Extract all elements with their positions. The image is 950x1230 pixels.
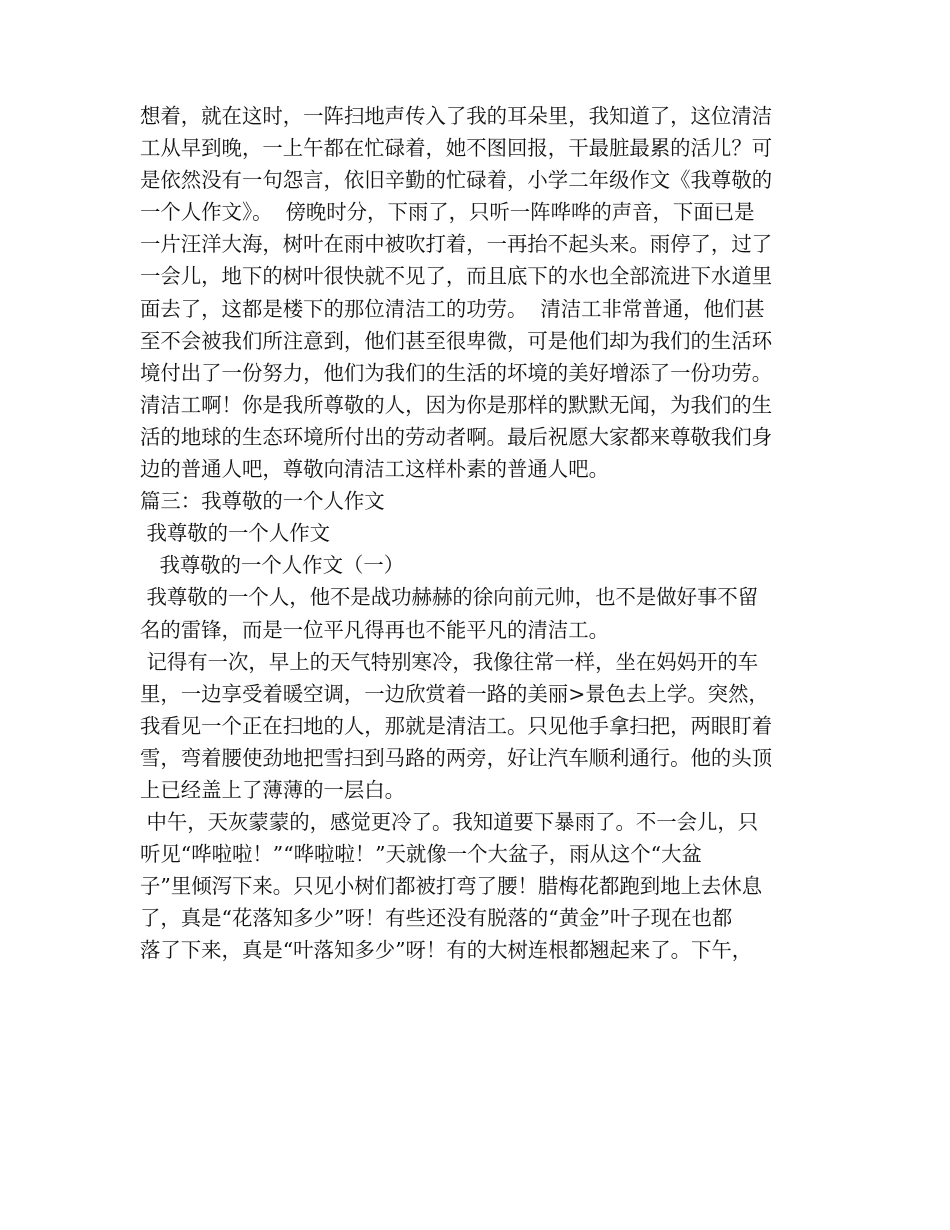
- text-line: 听见“哗啦啦！”“哗啦啦！”天就像一个大盆子，雨从这个“大盆: [140, 842, 702, 867]
- text-line: 一会儿，地下的树叶很快就不见了，而且底下的水也全部流进下水道里: [140, 264, 773, 289]
- text-line: 落了下来，真是“叶落知多少”呀！有的大树连根都翘起来了。下午，: [140, 938, 753, 963]
- article-title: 我尊敬的一个人作文: [140, 521, 330, 546]
- text-line: 雪，弯着腰使劲地把雪扫到马路的两旁，好让汽车顺利通行。他的头顶: [140, 745, 773, 770]
- text-line: 子”里倾泻下来。只见小树们都被打弯了腰！腊梅花都跑到地上去休息: [140, 874, 763, 899]
- article-subtitle: 我尊敬的一个人作文（一）: [140, 553, 405, 578]
- text-line: 了，真是“花落知多少”呀！有些还没有脱落的“黄金”叶子现在也都: [140, 906, 733, 931]
- text-line: 清洁工啊！你是我所尊敬的人，因为你是那样的默默无闻，为我们的生: [140, 392, 773, 417]
- text-line: 是依然没有一句怨言，依旧辛勤的忙碌着，小学二年级作文《我尊敬的: [140, 168, 773, 193]
- text-line: 我看见一个正在扫地的人，那就是清洁工。只见他手拿扫把，两眼盯着: [140, 713, 773, 738]
- text-line: 想着，就在这时，一阵扫地声传入了我的耳朵里，我知道了，这位清洁: [140, 104, 773, 128]
- text-line: 一个人作文》。 傍晚时分，下雨了，只听一阵哗哗的声音，下面已是: [140, 200, 755, 225]
- text-line: 名的雷锋，而是一位平凡得再也不能平凡的清洁工。: [140, 617, 609, 642]
- text-line: 至不会被我们所注意到，他们甚至很卑微，可是他们却为我们的生活环: [140, 328, 773, 353]
- text-line: 里，一边享受着暖空调，一边欣赏着一路的美丽>景色去上学。突然，: [140, 681, 769, 706]
- text-line: 边的普通人吧，尊敬向清洁工这样朴素的普通人吧。: [140, 457, 609, 482]
- text-line: 一片汪洋大海，树叶在雨中被吹打着，一再抬不起头来。雨停了，过了: [140, 232, 773, 257]
- text-line: 中午，天灰蒙蒙的，感觉更冷了。我知道要下暴雨了。不一会儿，只: [140, 810, 759, 835]
- text-line: 记得有一次，早上的天气特别寒冷，我像往常一样，坐在妈妈开的车: [140, 649, 759, 674]
- text-line: 面去了，这都是楼下的那位清洁工的功劳。 清洁工非常普通，他们甚: [140, 296, 765, 321]
- section-heading: 篇三：我尊敬的一个人作文: [140, 489, 385, 514]
- text-line: 活的地球的生态环境所付出的劳动者啊。最后祝愿大家都来尊敬我们身: [140, 424, 773, 449]
- text-line: 上已经盖上了薄薄的一层白。: [140, 777, 406, 802]
- text-line: 我尊敬的一个人，他不是战功赫赫的徐向前元帅，也不是做好事不留: [140, 585, 759, 610]
- text-line: 工从早到晚，一上午都在忙碌着，她不图回报，干最脏最累的活儿？可: [140, 136, 773, 161]
- text-line: 境付出了一份努力，他们为我们的生活的坏境的美好增添了一份功劳。: [140, 360, 773, 385]
- document-page: [140, 100, 820, 967]
